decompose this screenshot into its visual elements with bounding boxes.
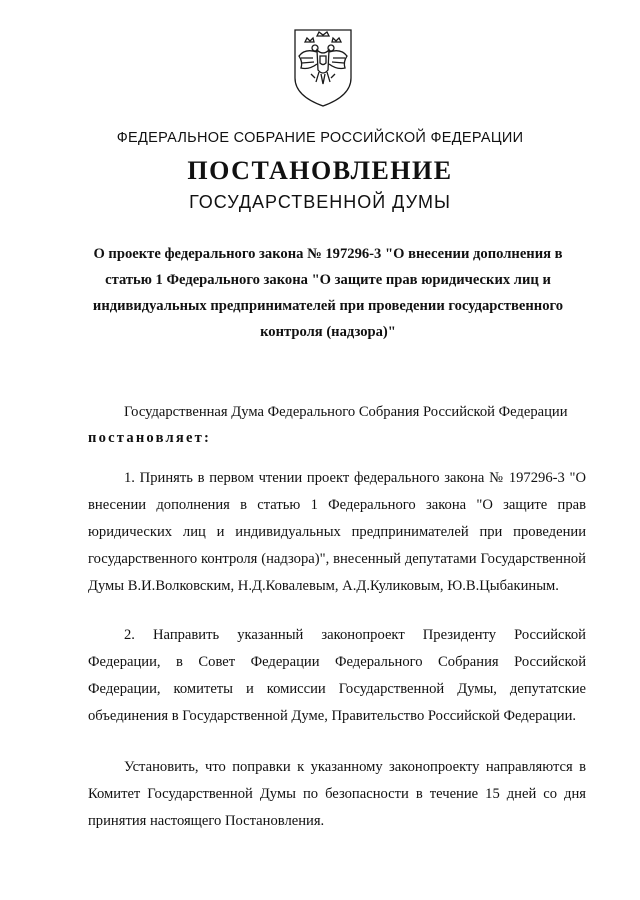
coat-of-arms-icon xyxy=(291,26,355,110)
paragraph-2: 2. Направить указанный законопроект Президенту Российской Федерации, в Совет Федерации Федерального Собрания Российской Федерации, комитеты и комиссии Государственной Думы, депутатские объединения в Государственной Думе, Правительство Российской Федерации. xyxy=(88,627,586,724)
preamble xyxy=(88,399,586,451)
document-body-name: ГОСУДАРСТВЕННОЙ ДУМЫ xyxy=(189,192,451,212)
preamble-line: Государственная Дума Федерального Собрания Российской Федерации xyxy=(124,404,568,420)
document-subject: О проекте федерального закона № 197296-3 "О внесении дополнения в статью 1 Федерального закона "О защите прав юридических лиц и индивидуальных предпринимателей при проведении государственного контроля (надзора)" xyxy=(92,246,564,340)
paragraph-3: Установить, что поправки к указанному законопроекту направляются в Комитет Государственной Думы по безопасности в течение 15 дней со дня принятия настоящего Постановления. xyxy=(88,759,586,829)
resolves-word: постановляет: xyxy=(88,430,212,446)
assembly-name: ФЕДЕРАЛЬНОЕ СОБРАНИЕ РОССИЙСКОЙ ФЕДЕРАЦИИ xyxy=(116,130,524,146)
paragraph-1: 1. Принять в первом чтении проект федерального закона № 197296-3 "О внесении дополнения в статью 1 Федерального закона "О защите прав юридических лиц и индивидуальных предпринимателей при проведении государственного контроля (надзора)", внесенный депутатами Государственной Думы В.И.Волковским, Н.Д.Ковалевым, А.Д.Куликовым, Ю.В.Цыбакиным. xyxy=(88,470,586,594)
document-type: ПОСТАНОВЛЕНИЕ xyxy=(187,156,453,185)
